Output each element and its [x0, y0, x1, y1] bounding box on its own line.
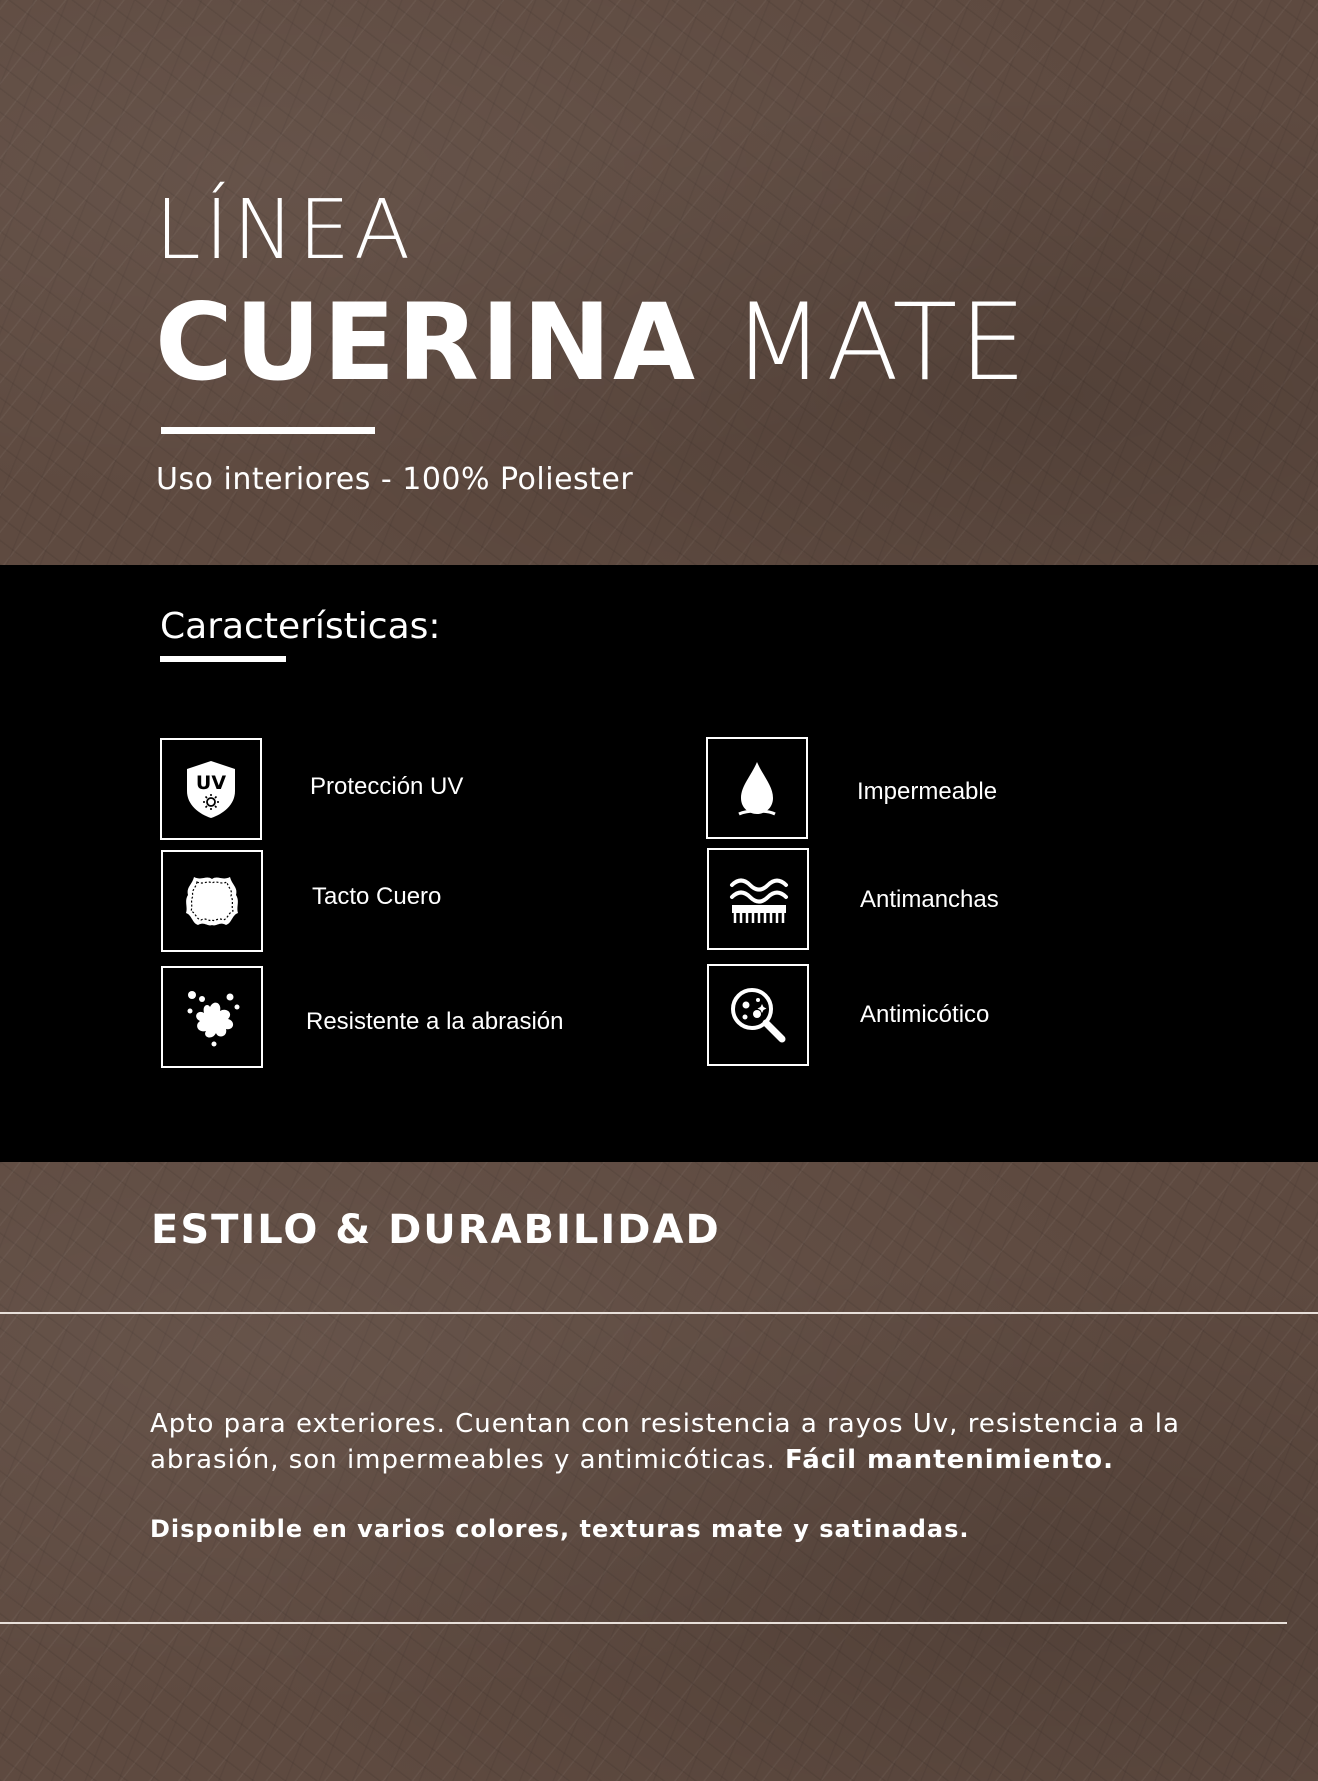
feature-label-antifungal: Antimicótico [860, 1001, 990, 1028]
leather-hide-icon [161, 850, 263, 952]
svg-text:UV: UV [195, 772, 227, 794]
uv-shield-icon [160, 738, 262, 840]
title-line-2 [155, 281, 1029, 404]
title-line-1: LÍNEA [155, 183, 415, 278]
description-text: Apto para exteriores. Cuentan con resistencia a rayos Uv, resistencia a la abrasión, son impermeables y antimicóticas. [150, 1409, 1180, 1475]
section-title: ESTILO & DURABILIDAD [151, 1207, 721, 1253]
waves-brush-icon [707, 848, 809, 950]
features-heading: Características: [160, 606, 441, 647]
availability-note: Disponible en varios colores, texturas mate y satinadas. [150, 1515, 970, 1543]
divider-top [0, 1312, 1318, 1314]
feature-label-abrasion: Resistente a la abrasión [306, 1008, 564, 1035]
feature-label-uv: Protección UV [310, 773, 464, 800]
divider-bottom [0, 1622, 1287, 1624]
description [150, 1406, 1270, 1478]
title-underline [161, 427, 375, 434]
features-underline [160, 656, 286, 662]
subtitle: Uso interiores - 100% Poliester [156, 462, 634, 497]
feature-label-leather: Tacto Cuero [312, 883, 442, 910]
description-emphasis: Fácil mantenimiento. [784, 1445, 1114, 1475]
feature-label-waterproof: Impermeable [857, 778, 998, 805]
title-bold-word: CUERINA [155, 281, 698, 404]
microbe-magnifier-icon [707, 964, 809, 1066]
water-drop-icon [706, 737, 808, 839]
title-light-word: MATE [732, 281, 1029, 404]
splash-icon [161, 966, 263, 1068]
feature-label-stain: Antimanchas [860, 886, 999, 913]
